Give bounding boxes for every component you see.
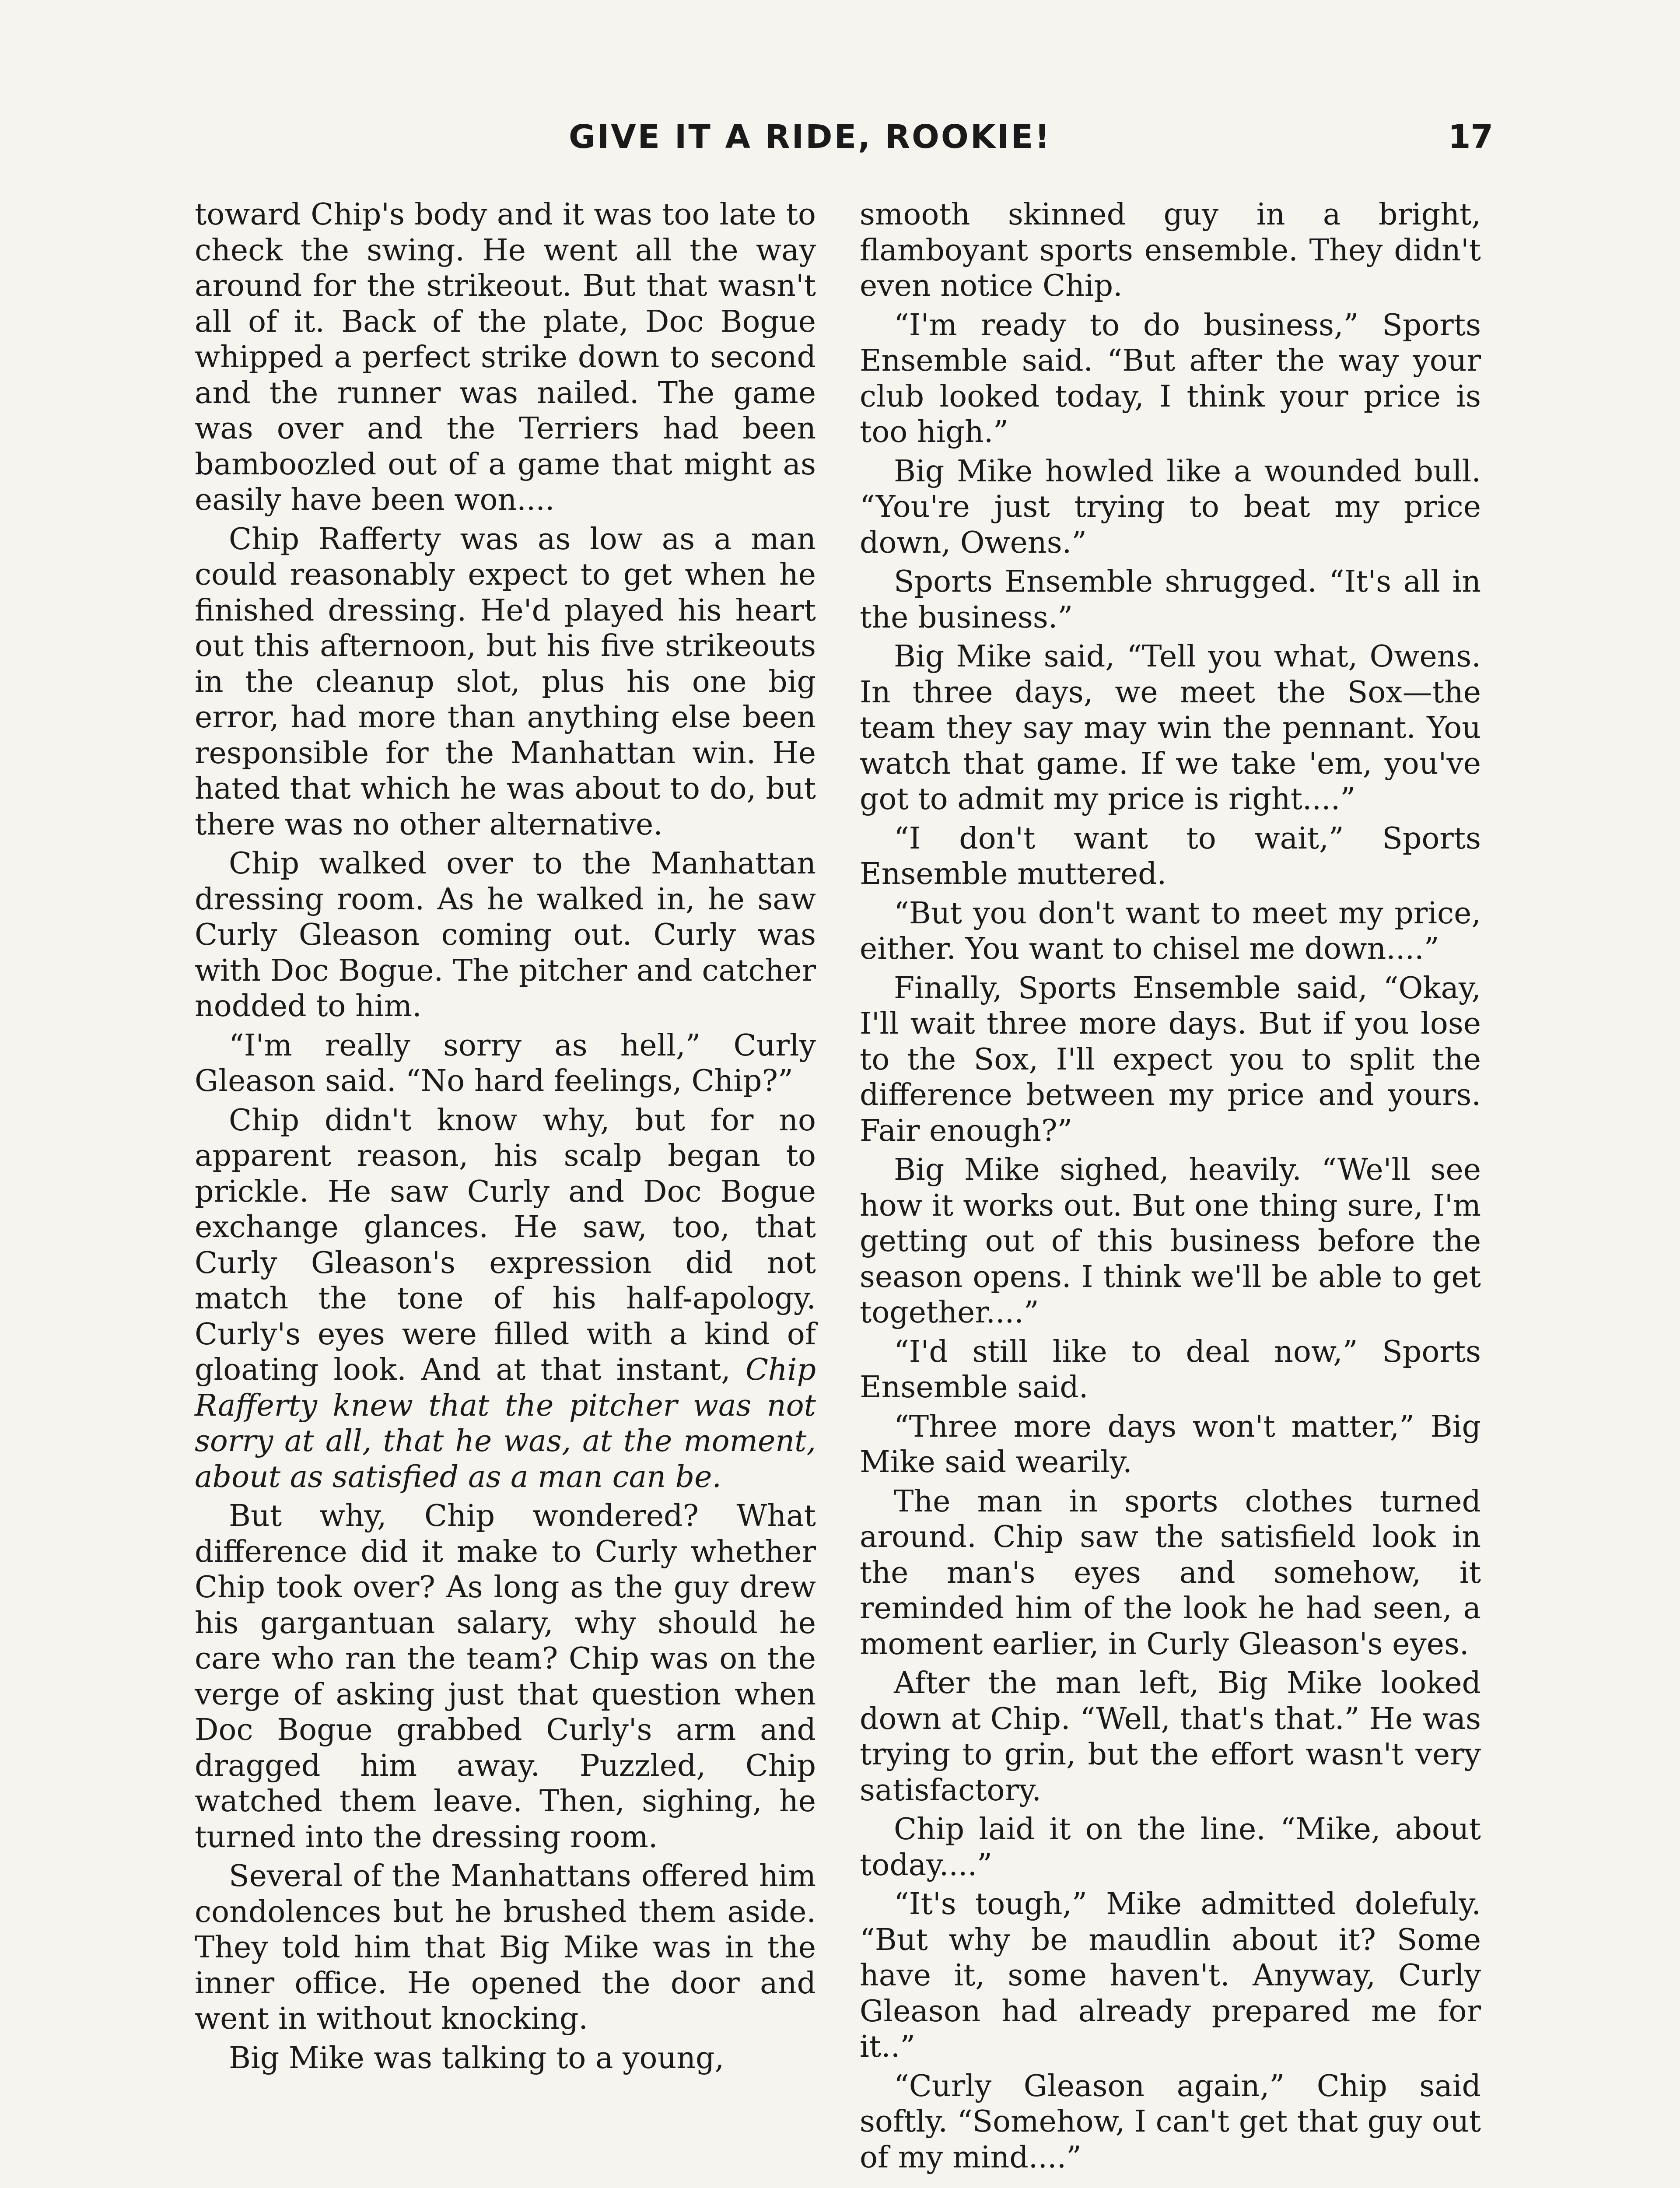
paragraph — [860, 821, 1481, 892]
page-number: 17 — [1448, 118, 1493, 156]
paragraph-text: “I don't want to wait,” Sports Ensemble muttered. — [860, 821, 1481, 891]
paragraph-text: Big Mike howled like a wounded bull. “You're just trying to beat my price down, Owens.” — [860, 454, 1481, 560]
paragraph — [860, 454, 1481, 561]
paragraph — [195, 522, 816, 843]
paragraph — [860, 1886, 1481, 2065]
italic-text: Chip Rafferty knew that the pitcher was not sorry at all, that he was, at the moment, about as satisfied as a man can be. — [195, 1353, 816, 1494]
paragraph — [860, 639, 1481, 817]
paragraph-text: “Curly Gleason again,” Chip said softly. “Somehow, I can't get that guy out of my mind....” — [860, 2069, 1481, 2175]
paragraph-text: Big Mike sighed, heavily. “We'll see how it works out. But one thing sure, I'm getting out of this business before the season opens. I think we'll be able to get together....” — [860, 1153, 1481, 1330]
left-text-column — [195, 197, 816, 2079]
paragraph-text: “But you don't want to meet my price, either. You want to chisel me down....” — [860, 896, 1481, 966]
paragraph — [860, 1666, 1481, 1808]
paragraph-text: Several of the Manhattans offered him condolences but he brushed them aside. They told him that Big Mike was in the inner office. He opened the door and went in without knocking. — [195, 1859, 816, 2036]
paragraph-text: Sports Ensemble shrugged. “It's all in the business.” — [860, 565, 1481, 635]
paragraph — [195, 1028, 816, 1099]
paragraph-text: “I'd still like to deal now,” Sports Ensemble said. — [860, 1334, 1481, 1405]
paragraph-text: Chip laid it on the line. “Mike, about today....” — [860, 1812, 1481, 1883]
paragraph — [195, 1103, 816, 1495]
paragraph — [195, 197, 816, 518]
paragraph-text: “Three more days won't matter,” Big Mike said wearily. — [860, 1409, 1481, 1480]
paragraph-text: Big Mike said, “Tell you what, Owens. In three days, we meet the Sox—the team they say may win the pennant. You watch that game. If we take 'em, you've got to admit my price is right....” — [860, 639, 1481, 817]
paragraph-text: “It's tough,” Mike admitted dolefuly. “But why be maudlin about it? Some have it, some haven't. Anyway, Curly Gleason had already prepared me for it..” — [860, 1887, 1481, 2064]
paragraph — [860, 971, 1481, 1149]
paragraph — [860, 1812, 1481, 1883]
paragraph — [860, 308, 1481, 450]
paragraph — [195, 846, 816, 1024]
paragraph — [860, 1484, 1481, 1662]
paragraph — [860, 1152, 1481, 1331]
paragraph-text: smooth skinned guy in a bright, flamboyant sports ensemble. They didn't even notice Chip. — [860, 197, 1481, 303]
paragraph-text: Chip Rafferty was as low as a man could reasonably expect to get when he finished dressing. He'd played his heart out this afternoon, but his five strikeouts in the cleanup slot, plus his one big error, had more than anything else been responsible for the Manhattan win. He hated that which he was about to do, but there was no other alternative. — [195, 522, 816, 842]
paragraph-text: “I'm really sorry as hell,” Curly Gleason said. “No hard feelings, Chip?” — [195, 1028, 816, 1098]
running-title: GIVE IT A RIDE, ROOKIE! — [569, 118, 1051, 156]
paragraph — [860, 896, 1481, 967]
paragraph-text: Chip didn't know why, but for no apparent reason, his scalp began to prickle. He saw Curly and Doc Bogue exchange glances. He saw, too, that Curly Gleason's expression did not match the tone of his half-apology. Curly's eyes were filled with a kind of gloating look. And at that instant, — [195, 1103, 816, 1387]
paragraph-text: But why, Chip wondered? What difference did it make to Curly whether Chip took over? As long as the guy drew his gargantuan salary, why should he care who ran the team? Chip was on the verge of asking just that question when Doc Bogue grabbed Curly's arm and dragged him away. Puzzled, Chip watched them leave. Then, sighing, he turned into the dressing room. — [195, 1499, 816, 1855]
paragraph — [860, 564, 1481, 635]
paragraph — [195, 1498, 816, 1855]
paragraph — [860, 1409, 1481, 1480]
paragraph — [860, 197, 1481, 304]
paragraph — [860, 1334, 1481, 1406]
paragraph-text: Big Mike was talking to a young, — [229, 2041, 724, 2076]
paragraph — [195, 2041, 816, 2076]
paragraph-text: Chip walked over to the Manhattan dressing room. As he walked in, he saw Curly Gleason coming out. Curly was with Doc Bogue. The pitcher and catcher nodded to him. — [195, 846, 816, 1024]
paragraph — [195, 1858, 816, 2037]
page-header — [0, 118, 1680, 166]
paragraph-text: Finally, Sports Ensemble said, “Okay, I'll wait three more days. But if you lose to the Sox, I'll expect you to split the difference between my price and yours. Fair enough?” — [860, 971, 1481, 1148]
paragraph-text: “I'm ready to do business,” Sports Ensemble said. “But after the way your club looked today, I think your price is too high.” — [860, 308, 1481, 449]
paragraph-text: After the man left, Big Mike looked down at Chip. “Well, that's that.” He was trying to grin, but the effort wasn't very satisfactory. — [860, 1666, 1481, 1808]
paragraph-text: The man in sports clothes turned around. Chip saw the satisfield look in the man's eyes and somehow, it reminded him of the look he had seen, a moment earlier, in Curly Gleason's eyes. — [860, 1484, 1481, 1662]
paragraph-text: toward Chip's body and it was too late to check the swing. He went all the way around for the strikeout. But that wasn't all of it. Back of the plate, Doc Bogue whipped a perfect strike down to second and the runner was nailed. The game was over and the Terriers had been bamboozled out of a game that might as easily have been won.... — [195, 197, 816, 517]
paragraph — [860, 2069, 1481, 2176]
right-text-column — [860, 197, 1481, 2179]
